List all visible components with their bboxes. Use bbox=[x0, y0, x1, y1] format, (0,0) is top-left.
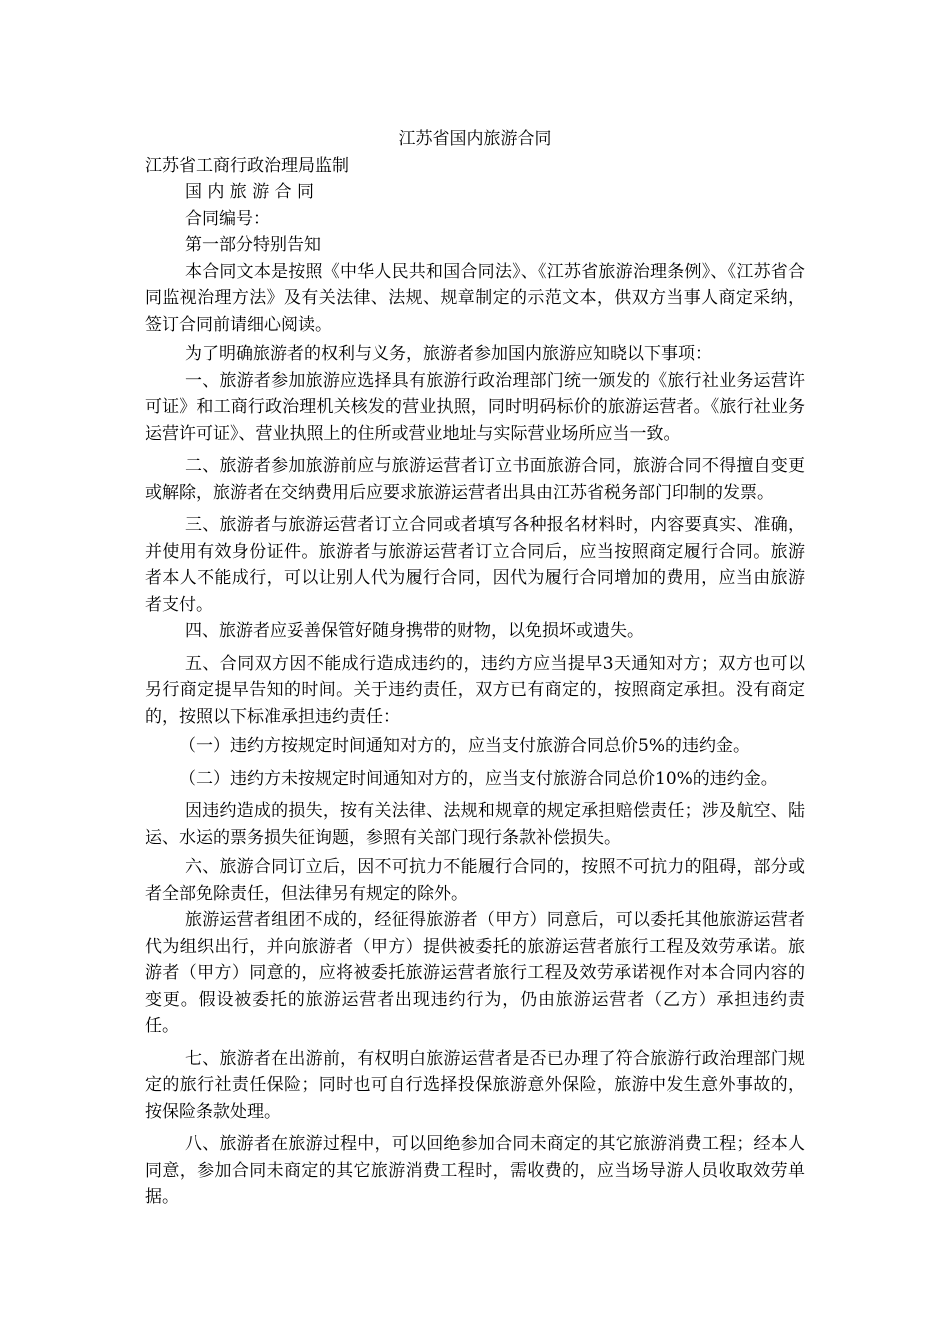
paragraph-intro: 本合同文本是按照《中华人民共和国合同法》、《江苏省旅游治理条例》、《江苏省合同监视治理方法》及有关法律、法规、规章制定的示范文本，供双方当事人商定采纳，签订合同前请细心阅读。 bbox=[145, 261, 805, 335]
paragraph-item-2: 二、旅游者参加旅游前应与旅游运营者订立书面旅游合同，旅游合同不得擅自变更或解除，旅游者在交纳费用后应要求旅游运营者出具由江苏省税务部门印制的发票。 bbox=[145, 456, 805, 503]
paragraph-item-7: 七、旅游者在出游前，有权明白旅游运营者是否已办理了符合旅游行政治理部门规定的旅行社责任保险；同时也可自行选择投保旅游意外保险，旅游中发生意外事故的，按保险条款处理。 bbox=[145, 1048, 805, 1122]
paragraph-item-5-sub-1: （一）违约方按规定时间通知对方的，应当支付旅游合同总价5%的违约金。 bbox=[179, 736, 750, 756]
supervisor-line: 江苏省工商行政治理局监制 bbox=[145, 155, 349, 176]
paragraph-purpose: 为了明确旅游者的权利与义务，旅游者参加国内旅游应知晓以下事项： bbox=[185, 344, 712, 364]
document-title: 江苏省国内旅游合同 bbox=[398, 129, 552, 149]
paragraph-item-1: 一、旅游者参加旅游应选择具有旅游行政治理部门统一颁发的《旅行社业务运营许可证》和工商行政治理机关核发的营业执照，同时明码标价的旅游运营者。《旅行社业务运营许可证》、营业执照上的住所或营业地址与实际营业场所应当一致。 bbox=[145, 370, 805, 444]
paragraph-item-3: 三、旅游者与旅游运营者订立合同或者填写各种报名材料时，内容要真实、准确，并使用有效身份证件。旅游者与旅游运营者订立合同后，应当按照商定履行合同。旅游者本人不能成行，可以让别人代为履行合同，因代为履行合同增加的费用，应当由旅游者支付。 bbox=[145, 515, 805, 615]
part-one-heading: 第一部分特别告知 bbox=[185, 235, 321, 255]
paragraph-item-6: 六、旅游合同订立后，因不可抗力不能履行合同的，按照不可抗力的阻碍，部分或者全部免除责任，但法律另有规定的除外。 bbox=[145, 857, 805, 904]
paragraph-loss: 因违约造成的损失，按有关法律、法规和规章的规定承担赔偿责任；涉及航空、陆运、水运的票务损失征询题，参照有关部门现行条款补偿损失。 bbox=[145, 801, 805, 848]
contract-number-label: 合同编号： bbox=[185, 208, 270, 229]
paragraph-item-8: 八、旅游者在旅游过程中，可以回绝参加合同未商定的其它旅游消费工程；经本人同意，参加合同未商定的其它旅游消费工程时，需收费的，应当场导游人员收取效劳单据。 bbox=[145, 1134, 805, 1207]
paragraph-entrust: 旅游运营者组团不成的，经征得旅游者（甲方）同意后，可以委托其他旅游运营者代为组织出行，并向旅游者（甲方）提供被委托的旅游运营者旅行工程及效劳承诺。旅游者（甲方）同意的，应将被委托旅游运营者旅行工程及效劳承诺视作对本合同内容的变更。假设被委托的旅游运营者出现违约行为，仍由旅游运营者（乙方）承担违约责任。 bbox=[145, 910, 805, 1036]
contract-subtitle: 国 内 旅 游 合 同 bbox=[185, 182, 315, 202]
paragraph-item-5: 五、合同双方因不能成行造成违约的，违约方应当提早3天通知对方；双方也可以另行商定提早告知的时间。关于违约责任，双方已有商定的，按照商定承担。没有商定的，按照以下标准承担违约责任： bbox=[145, 653, 805, 727]
paragraph-item-4: 四、旅游者应妥善保管好随身携带的财物，以免损坏或遗失。 bbox=[185, 621, 644, 641]
paragraph-item-5-sub-2: （二）违约方未按规定时间通知对方的，应当支付旅游合同总价10%的违约金。 bbox=[179, 768, 778, 789]
document-page bbox=[145, 126, 805, 1211]
